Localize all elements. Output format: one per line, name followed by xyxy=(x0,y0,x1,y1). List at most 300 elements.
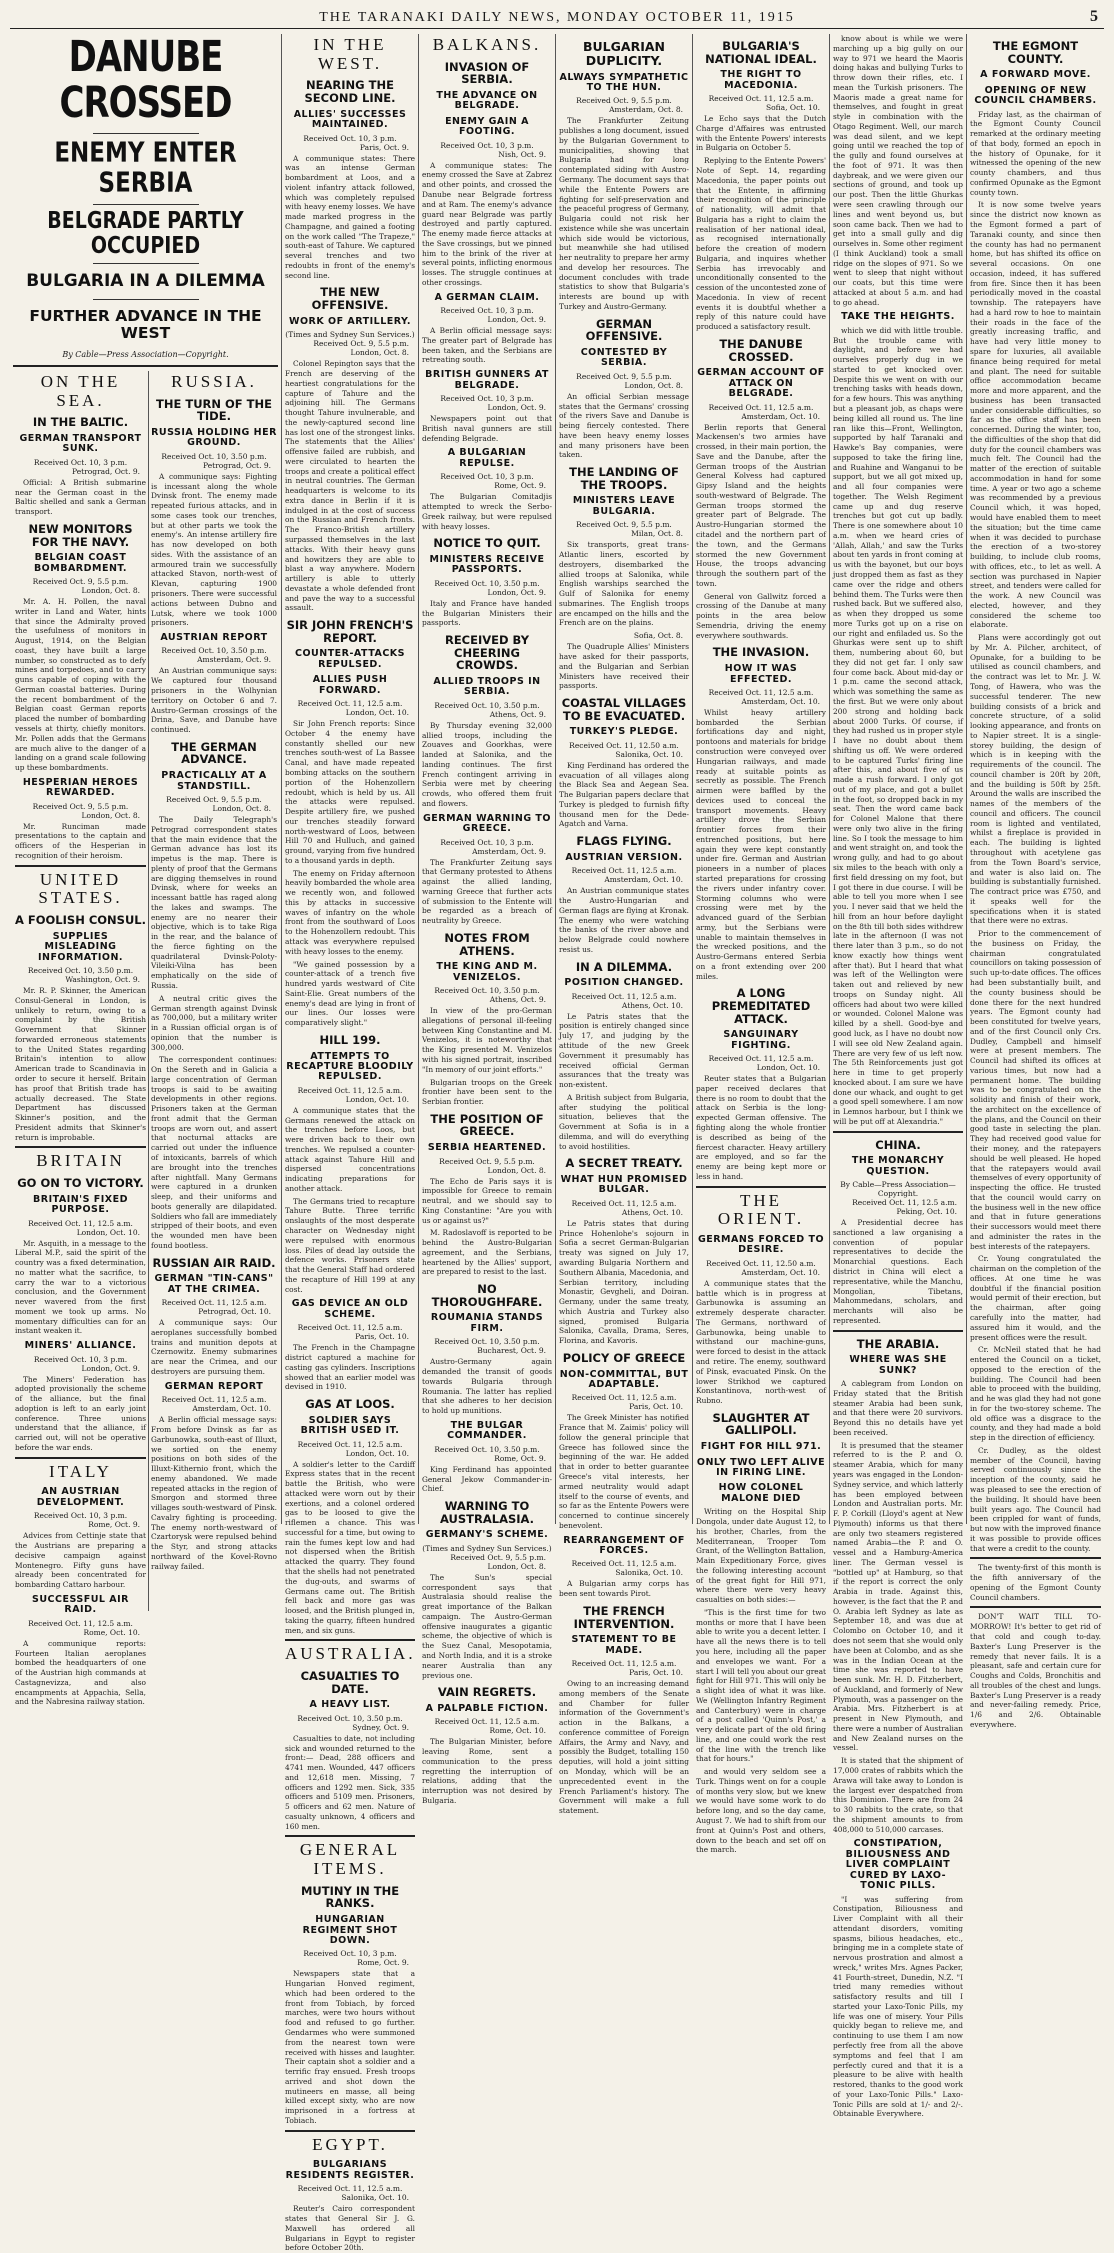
dateline: London, Oct. 8. xyxy=(81,810,140,820)
divider xyxy=(15,865,146,867)
column-7 xyxy=(967,34,1104,1729)
dateline: Milan, Oct. 8. xyxy=(631,529,683,539)
dateline: Rome, Oct. 9. xyxy=(494,481,546,491)
dateline: London, Oct. 9. xyxy=(81,1363,140,1373)
subheading: SERBIA HEARTENED. xyxy=(427,1142,547,1154)
subheading: A SECRET TREATY. xyxy=(565,1156,683,1171)
column-1-split xyxy=(13,371,278,1707)
dateline: Paris, Oct. 10. xyxy=(355,1332,409,1342)
article-paragraph: Six transports, great trans-Atlantic liners, escorted by destroyers, disembarked the allied troops at Salonika, while English warships searched the Gulf of Salonika for enemy submarines. The English troops are encamped on the hills and the French are on the plains. xyxy=(559,540,689,628)
dateline: Received Oct. 10, 3 p.m. xyxy=(303,1949,397,1959)
column-2 xyxy=(282,34,419,2253)
article-paragraph: Le Echo says that the Dutch Charge d'Affaires was entrusted with the Entente Powers' interests in Bulgaria on October 5. xyxy=(696,114,826,153)
subheading: SUCCESSFUL AIR RAID. xyxy=(31,1593,129,1616)
dateline: Rome, Oct. 9. xyxy=(88,1520,140,1530)
article-paragraph: Prior to the commencement of the business on Friday, the chairman congratulated councillors on taking possession of such up-to-date offices. The offices had been substantially built, and the county business should be done there for the next hundred years. The Egmont county had been constituted for twelve years, and of the first Council only Crs. Dudley, Campbell and himself were at present members. The Council had shifted its offices at various times, but now had a permanent home. The building was to be congratulated on the solidity and finish of their work, the architect on the excellence of the plans, and the Council on their good taste in selecting the plan. They had received good value for their money, and the ratepayers should be well pleased. He hoped that the ratepayers would avail themselves of every opportunity of inspecting the office. He trusted that the council would carry on the business well in the new office and that in future generations their successors would meet there and administer the rates in the best interests of the ratepayers. xyxy=(970,929,1101,1251)
dateline: Received Oct. 10, 3 p.m. xyxy=(440,472,534,482)
subheading: GAS DEVICE AN OLD SCHEME. xyxy=(291,1298,409,1320)
subheading: A HEAVY LIST. xyxy=(309,1699,391,1711)
column-1 xyxy=(10,32,282,1707)
divider xyxy=(15,1457,146,1459)
article-paragraph: Casualties to date, not including sick and wounded returned to the front:— Dead, 288 officers and 4741 men. Wounded, 447 officers and 12,618 men. Missing, 7 officers and 1292 men. Sick, 335 officers and 5109 men. Prisoners, 5 officers and 62 men. Nature of casualty unknown, 4 officers and 160 men. xyxy=(285,1733,415,1831)
article-paragraph: The Frankfurter Zeitung says that Germany protested to Athens against the allied landing, warning Greece that further acts of submission to the Entente will be regarded as a breach of neutrality by Greece. xyxy=(422,857,552,926)
headline-further-advance: FURTHER ADVANCE IN THE WEST xyxy=(29,306,262,342)
subheading: CHINA. xyxy=(875,1137,921,1152)
dateline: London, Oct. 10. xyxy=(345,708,409,718)
divider xyxy=(15,1146,146,1148)
subheading: NOTES FROM ATHENS. xyxy=(444,931,530,958)
article-paragraph: A communique says: Our aeroplanes successfully bombed trains and munition depots at Czernowitz. Enemy submarines are near the Crimea, and our destroyers are pursuing them. xyxy=(151,1318,277,1377)
article-paragraph: Newspapers state that a Hungarian Honved regiment, which had been ordered to the front from Tobiach, by forced marches, were two hours without food and refused to go further. Gendarmes who were summoned from the nearest town were received with hisses and laughter. Their captain shot a soldier and a terrific fray ensued. Fresh troops arrived and shot down the mutineers en masse, all being killed except sixty, who are now imprisoned in a fortress at Tobiach. xyxy=(285,1969,415,2125)
subheading: ALLIES' SUCCESSES MAINTAINED. xyxy=(293,108,407,131)
article-paragraph: The Bulgarian Minister, before leaving Rome, sent a communication to the press regretting the interruption of relations, adding that the interruption was not desired by Bulgaria. xyxy=(422,1737,552,1805)
subheading: IN A DILEMMA. xyxy=(575,959,673,974)
dateline: Received Oct. 11, 12.5 a.m. xyxy=(297,1085,403,1095)
subheading: ALLIED TROOPS IN SERBIA. xyxy=(433,676,541,698)
subheading: A FOOLISH CONSUL. xyxy=(15,913,146,928)
article-paragraph: Cr. McNeil stated that he had entered the Council on a ticket, opposed to the erection of the building. The Council had been able to proceed with the building, and he was glad they had not gone in for the two-storey scheme. The old office was a disgrace to the county, and they had made a bold step in the direction of efficiency. xyxy=(970,1345,1101,1443)
article-paragraph: The Sun's special correspondent says that Australasia should realise the great importance of the Balkan campaign. The Austro-German offensive inaugurates a gigantic scheme, the objective of which is the Suez Canal, Mesopotamia, and North India, and it is a stroke nearer Australia than any previous one. xyxy=(422,1572,552,1680)
dateline: Salonika, Oct. 10. xyxy=(615,1568,683,1578)
dateline: Paris, Oct. 10. xyxy=(629,1668,683,1678)
dateline: Received Oct. 10, 3.50 p.m. xyxy=(434,578,540,588)
subheading: CONSTIPATION, BILIOUSNESS AND LIVER COMPLAINT CURED BY LAXO-TONIC PILLS. xyxy=(845,1838,951,1892)
column-3 xyxy=(419,34,556,1805)
subheading: A LONG PREMEDITATED ATTACK. xyxy=(711,986,811,1026)
subheading: CASUALTIES TO DATE. xyxy=(300,1669,400,1696)
dateline: Received Oct. 10, 3.50 p.m. xyxy=(434,1337,540,1347)
section-heading: EGYPT. xyxy=(312,2134,388,2154)
subheading: THE DANUBE CROSSED. xyxy=(719,337,803,364)
dateline: Sofia, Oct. 10. xyxy=(766,103,820,113)
article-paragraph: Cr. Young congratulated the chairman on the completion of the offices. At one time he was doubtful if the financial position would permit of their erection, but the chairman, after going carefully into the matter, had assured him it would, and the present offices were the result. xyxy=(970,1254,1101,1342)
dateline: Petrograd, Oct. 9. xyxy=(203,460,271,470)
dateline: Received Oct. 10, 3.50 p.m. xyxy=(434,700,540,710)
article-paragraph: A Presidential decree has sanctioned a law organising a convention of popular representatives to decide the Monarchial questions. Each district in China will elect a representative, while the Manchu, Mongolian, Tibetans, Mahommedans, scholars, and merchants will also be represented. xyxy=(833,1218,963,1325)
article-paragraph: A communique states: The enemy crossed the Save at Zabrez and other points, and crossed the Danube near Belgrade fortress and at Ram. The enemy's advance guard near Belgrade was partly destroyed and partly captured. The enemy made fierce attacks at the Save crossings, but we pinned him to the brink of the river at several points, inflicting enormous losses. The struggle continues at other crossings. xyxy=(422,160,552,287)
divider xyxy=(93,263,199,264)
article-paragraph: M. Radoslavoff is reported to be behind the Austro-Bulgarian agreement, and the Serbians, heartened by the Allies' support, are prepared to resist to the last. xyxy=(422,1228,552,1277)
subheading: THE RIGHT TO MACEDONIA. xyxy=(720,69,802,91)
dateline: Received Oct. 11, 12.5 a.m. xyxy=(571,1198,677,1208)
dateline: Received Oct. 10, 3.50 p.m. xyxy=(161,451,267,461)
article-paragraph: Plans were accordingly got out by Mr. A. Pilcher, architect, of Opunake, for a building to be utilised as council chambers, and the contract was let to Mr. J. W. Tong, of Hawera, who was the successful tenderer. The new building consists of a brick and concrete structure, of a solid looking appearance, and fronts on to Napier street. It is a single-storey building, the design of which is in keeping with the requirements of the council. The council chamber is 20ft by 20ft, and the building is 50ft by 25ft. Around the walls are inscribed the names of the members of the council and officers. The council room is lighted and ventilated, whilst a fireplace is provided in each. The building is lighted throughout with acetylene gas from the Town Board's service, and water is also laid on. The building is substantially furnished. The contract price was £750, and it speaks well for the specifications when it is stated that there were no extras. xyxy=(970,633,1101,926)
divider xyxy=(696,1186,826,1188)
dateline: Received Oct. 11, 12.5 a.m. xyxy=(571,1559,677,1569)
article-paragraph: King Ferdinand has ordered the evacuation of all villages along the Black Sea and Aegean Sea. The Bulgarian papers declare that Turkey is pledged to furnish fifty thousand men for the Dede-Agatch and Varna. xyxy=(559,760,689,829)
section-heading: BRITAIN xyxy=(36,1151,125,1171)
subheading: ONLY TWO LEFT ALIVE IN FIRING LINE. xyxy=(696,1456,826,1478)
dateline: Rome, Oct. 9. xyxy=(494,1453,546,1463)
subheading: WHAT HUN PROMISED BULGAR. xyxy=(560,1174,688,1196)
dateline: Petrograd, Oct. 10. xyxy=(198,1307,271,1317)
dateline: Received Oct. 11, 12.5 a.m. xyxy=(297,699,403,709)
subheading: POLICY OF GREECE xyxy=(562,1350,686,1365)
subheading: THE ADVANCE ON BELGRADE. xyxy=(436,89,538,112)
subheading: THE NEW OFFENSIVE. xyxy=(311,285,389,313)
article-paragraph: A soldier's letter to the Cardiff Express states that in the recent battle the British, who were attacked were worn out by their exertions, and a colonel ordered gas to be loosed to give the riflemen a chance. This was successful for a time, but owing to rain the fumes kept low and had not dispersed when the British attacked the quarry. They found that the shells had not penetrated the dug-outs, and swarms of Germans came out. The British fell back and more gas was loosed, and the British plunged in, taking the quarry, fifteen hundred men, and six guns. xyxy=(285,1459,415,1635)
subheading: POSITION CHANGED. xyxy=(564,977,684,989)
dateline: Received Oct. 10, 3 p.m. xyxy=(33,1354,128,1364)
dateline: Received Oct. 11, 12.5 a.m. xyxy=(708,1054,814,1064)
subheading: HUNGARIAN REGIMENT SHOT DOWN. xyxy=(302,1914,398,1946)
article-paragraph: The enemy on Friday afternoon heavily bombarded the whole area we recently won, and followed this by attacks in successive waves of infantry on the whole front from the southward of Loos to the Hohenzollern redoubt. This attack was everywhere repulsed with heavy losses to the enemy. xyxy=(285,868,415,956)
dateline: Received Oct. 11, 12.5 a.m. xyxy=(708,402,814,412)
article-paragraph: Sir John French reports: Since October 4 the enemy have constantly shelled our new trenches south-west of La Bassee Canal, and have made repeated bombing attacks on the southern portion of the Hohenzollern redoubt, which is held by us. All the attacks were repulsed. Despite artillery fire, we pushed our trenches steadily forward north-westward of Loos, between Hill 70 and Hulluch, and gained ground, varying from five hundred to a thousand yards in depth. xyxy=(285,719,415,865)
dateline: Amsterdam, Oct. 9. xyxy=(197,655,271,665)
dateline: London, Oct. 8. xyxy=(624,380,683,390)
dateline: Received Oct. 11, 12.5 a.m. xyxy=(161,1395,267,1405)
article-paragraph: Friday last, as the chairman of the Egmont County Council remarked at the ordinary meeting of that body, formed an epoch in the history of Opunake, for it witnessed the opening of the new county chambers, and thus confirmed Opunake as the Egmont county town. xyxy=(970,109,1101,197)
dateline: London, Oct. 9. xyxy=(487,315,546,325)
subheading: MUTINY IN THE RANKS. xyxy=(300,1883,400,1911)
divider xyxy=(970,1557,1101,1559)
dateline: Bucharest, Oct. 9. xyxy=(477,1346,546,1356)
article-paragraph: In view of the pro-German allegations of personal ill-feeling between King Constantine and M. Venizelos, it is noteworthy that the King presented M. Venizelos with his signed portrait, inscribed "In memory of our joint efforts." xyxy=(422,1006,552,1074)
article-paragraph: The French in the Champagne district captured a machine for casting gas cylinders. Inscriptions showed that an earlier model was devised in 1910. xyxy=(285,1343,415,1392)
subheading: THE ARABIA. xyxy=(856,1336,940,1351)
subheading: FLAGS FLYING. xyxy=(576,834,672,849)
article-paragraph: Mr. A. H. Pollen, the naval writer in Land and Water, hints that since the Admiralty proved the usefulness of monitors in August, 1914, on the Belgian coast, they have built a large number, so constructed as to defy mines and torpedoes, and to carry guns capable of coping with the German coastal batteries. During the recent bombardment of the Belgian coast German reports placed the number of bombarding vessels at thirty, chiefly monitors. Mr. Pollen adds that the Germans are much alive to the danger of a landing on a grand scale following up these bombardments. xyxy=(15,597,146,773)
article-paragraph: An Austrian communique says: We captured four thousand prisoners in the Wolhynian territory on October 6 and 7. Austro-German crossings of the Drina, Save, and Danube have continued. xyxy=(151,666,277,735)
subheading: SOLDIER SAYS BRITISH USED IT. xyxy=(300,1414,400,1437)
subheading: GERMAN OFFENSIVE. xyxy=(585,316,663,344)
article-paragraph: Le Patris states that during Prince Hohenlohe's sojourn in Sofia a secret German-Bulgarian treaty was signed on July 17, awarding Bulgaria Northern and Southern Albania, Macedonia, and Serbian territory, including Monastir, Gevgheli, and Doiran. Germany, under the same treaty, which Austria and Turkey also signed, promised Bulgaria Salonika, Cavalla, Drama, Seres, Florina, and Kavoris. xyxy=(559,1218,689,1346)
article-paragraph: Replying to the Entente Powers' Note of Sept. 14, regarding Macedonia, the paper points out that the Entente, in affirming their recognition of the principle of nationality, will admit that Bulgaria has a right to claim the realisation of her national ideal, as recognised internationally before the creation of modern Bulgaria, and inquires whether Serbia has irrevocably and unconditionally consented to the cession of the uncontested zone of Macedonia. In view of recent events it is doubtful whether a reply of this nature could have produced a satisfactory result. xyxy=(696,156,826,332)
article-paragraph: A neutral critic gives the German strength against Dvinsk as 700,000, but a military writer in a Russian official organ is of opinion that the number is 300,000. xyxy=(151,993,277,1052)
article-paragraph: A Berlin official message says: From before Dvinsk as far as Garbunowka, south-east of Illuxt, we sortied on the enemy positions on both sides of the Illuxt-Kithernio front, which the enemy abandoned. We made repeated attacks in the region of Smorgon and stormed three villages south-westward of Pinsk. Cavalry fighting is proceeding. The enemy north-westward of Czartorysk were repulsed behind the Styr, and strong attacks northward of the Kovel-Rovno railway failed. xyxy=(151,1415,277,1571)
article-paragraph: A communique states: There was an intense German bombardment at Loos, and a violent infantry attack followed, which was completely repulsed with heavy enemy losses. We have made marked progress in the Champagne, and gained a footing on the work called "The Trapeze," south-east of Tahure. We captured several trenches and two redoubts in front of the enemy's second line. xyxy=(285,153,415,280)
article-paragraph: An official Serbian message states that the Germans' crossing of the rivers Save and Danube is being fiercely contested. There have been heavy enemy losses and many prisoners have been taken. xyxy=(559,391,689,460)
divider xyxy=(13,365,278,367)
article-paragraph: A communique states that the Germans renewed the attack on the trenches before Loos, but were driven back to their own trenches. We repulsed a counter-attack against Tahure Hill and dispersed concentrations indicating preparations for another attack. xyxy=(285,1105,415,1193)
dateline: Received Oct. 9, 5.5 p.m. xyxy=(576,520,672,530)
page-number: 5 xyxy=(1090,8,1100,25)
subheading: RECEIVED BY CHEERING CROWDS. xyxy=(444,633,530,673)
subheading: BRITISH GUNNERS AT BELGRADE. xyxy=(425,369,549,391)
article-paragraph: It is presumed that the steamer referred to is the P. and O. steamer Arabia, which for many years was engaged in the London-Sydney service, and which latterly has been employed between London and Australian ports. Mr. F. P. Corkill (Lloyd's agent at New Plymouth) informs us that there are only two steamers registered named Arabia—the P. and O. vessel and a Hamburg-America liner. The German vessel is "bottled up" at Hamburg, so that if the report is correct the only Arabia in trade. Against this, however, is the fact that the P. and O. Arabia left Sydney as late as September 18, and was due at Colombo on October 10, and it does not seem that she would only have been at Colombo, and as she was in the Indian Ocean at the time she was reported to have been sunk. Mr. H. D. Fitzherbert, of Auckland, and formerly of New Plymouth, was a passenger on the Arabia. Mrs. Fitzherbert is at present in New Plymouth, and there were a number of Australian and New Zealand nurses on the vessel. xyxy=(833,1440,963,1753)
dateline: Received Oct. 11, 12.5 a.m. xyxy=(297,1323,403,1333)
article-paragraph: Advices from Cettinje state that the Austrians are preparing a decisive campaign against Montenegro. Fifty guns have already been concentrated for bombarding Cattaro harbour. xyxy=(15,1531,146,1590)
dateline: Received Oct. 11, 12.50 a.m. xyxy=(569,740,679,750)
subheading: IN THE BALTIC. xyxy=(32,415,129,430)
dateline: Received Oct. 11, 12.5 a.m. xyxy=(708,687,814,697)
subheading: CONTESTED BY SERBIA. xyxy=(580,346,668,369)
subheading: AUSTRIAN REPORT xyxy=(160,632,268,644)
advertisement-text: DON'T WAIT TILL TO-MORROW! It's better to get rid of that cold and cough to-day. Baxter's Lung Preserver is the remedy that never fails. It is a pleasant, safe and certain cure for Coughs and Colds, Bronchitis and all troubles of the chest and lungs. Baxter's Lung Preserver is a ready and never-failing remedy. Price, 1/6 and 2/6. Obtainable everywhere. xyxy=(970,1612,1101,1729)
dateline: Received Oct. 10, 3.50 p.m. xyxy=(434,986,540,996)
dateline: Received Oct. 10, 3 p.m. xyxy=(303,133,397,143)
article-paragraph: Austro-Germany again demanded the transit of goods towards Bulgaria through Roumania. The latter has replied that she adheres to her decision to hold up munitions. xyxy=(422,1357,552,1416)
article-paragraph: Bulgarian troops on the Greek frontier have been sent to the Serbian frontier. xyxy=(422,1077,552,1107)
article-paragraph: The twenty-first of this month is the fifth anniversary of the opening of the Egmont County Council chambers. xyxy=(970,1563,1101,1602)
dateline: Received Oct. 11, 12.5 a.m. xyxy=(571,991,677,1001)
subheading: HOW COLONEL MALONE DIED xyxy=(718,1482,804,1504)
subheading: VAIN REGRETS. xyxy=(437,1685,537,1700)
dateline: Salonika, Oct. 10. xyxy=(615,749,683,759)
subheading: PRACTICALLY AT A STANDSTILL. xyxy=(161,770,267,792)
subheading: BULGARIAN DUPLICITY. xyxy=(583,39,665,68)
headline-enemy-enter: ENEMY ENTER SERBIA xyxy=(54,137,237,200)
article-paragraph: and would very seldom see a Turk. Things went on for a couple of months very slow, but we knew we would have some work to do before long, and so the day came, August 7. We had to shift from our front at Quinn's Post and others, down to the beach and set off on the march. xyxy=(696,1767,826,1855)
subheading: TURKEY'S PLEDGE. xyxy=(569,726,679,738)
subheading: AN AUSTRIAN DEVELOPMENT. xyxy=(36,1486,125,1508)
subheading: INVASION OF SERBIA. xyxy=(444,59,530,87)
article-paragraph: The Frankfurter Zeitung publishes a long document, issued by the Bulgarian Government to municipalities, showing that Bulgaria had for long contemplated siding with Austro-Germany. The document says that while the Entente Powers are fighting for self-preservation and the peaceful progress of Germany, Bulgaria could not risk her existence while she was uncertain which side would be victorious, but meanwhile she had utilised her neutrality to prepare her army and develop her resources. The document concludes with trade statistics to show that Bulgaria's interests are bound up with Turkey and Austro-Germany. xyxy=(559,116,689,311)
article-paragraph: Reuter states that a Bulgarian paper received declares that there is no room to doubt that the attack on Serbia is the long-expected German offensive. The fighting along the whole frontier is described as being of the fiercest character. Heavy artillery are employed, and so far the enemy are being kept more or less in hand. xyxy=(696,1074,826,1181)
article-paragraph: The Greek Minister has notified France that M. Zaimis' policy will follow the general principle that Greece has followed since the beginning of the war. He added that in order to better guarantee Greece's vital interests, her armed neutrality would adapt itself to the course of events, and so far as the Entente Powers were concerned to continue sincerely benevolent. xyxy=(559,1413,689,1530)
subheading: A BULGARIAN REPULSE. xyxy=(447,447,527,469)
article-paragraph: The Quadruple Allies' Ministers have asked for their passports, and the Bulgarian and Serbian Ministers have received their passports. xyxy=(559,642,689,691)
dateline: (Times and Sydney Sun Services.) xyxy=(422,1543,552,1553)
subheading: SUPPLIES MISLEADING INFORMATION. xyxy=(37,930,124,963)
dateline: Salonika, Oct. 10. xyxy=(341,2193,409,2203)
subheading: MINISTERS RECEIVE PASSPORTS. xyxy=(429,553,545,576)
dateline: Athens, Oct. 10. xyxy=(621,1207,683,1217)
subheading: THE EGMONT COUNTY. xyxy=(992,39,1079,66)
article-paragraph: A Berlin official message says: The greater part of Belgrade has been taken, and the Serbians are retreating south. xyxy=(422,326,552,365)
subheading: STATEMENT TO BE MADE. xyxy=(571,1634,677,1656)
article-paragraph: The Bulgarian Comitadjis attempted to wreck the Serbo-Greek railway, but were repulsed with heavy losses. xyxy=(422,492,552,531)
subheading: FIGHT FOR HILL 971. xyxy=(700,1441,822,1453)
subheading: THE INVASION. xyxy=(712,645,810,660)
subheading: THE GERMAN ADVANCE. xyxy=(171,739,257,767)
dateline: Sydney, Oct. 9. xyxy=(352,1722,409,1732)
dateline: Received Oct. 10, 3 p.m. xyxy=(440,140,534,150)
article-paragraph: which we did with little trouble. But the trouble came with daylight, and before we had ourselves properly dug in we started to get knocked over. Despite this we went on with our trenching tasks with heads down, for a few hours. This was anything but a pleasant job, as chaps were being killed all round us. The line ran like this—Front, Wellington, supported by half Taranaki and Hawke's Bay companies, were supposed to take the firing line, and Ruahine and Wanganui to be support, but we all got mixed up, and all four companies were together. The Welsh Regiment came up and dug reserve trenches but got cut up badly. There is one somewhere about 10 a.m. when we heard cries of 'Allah, Allah,' and saw the Turks about ten yards in front coming at us with the bayonet, but our boys just dropped them as fast as they came over the ridge and others behind them. The Turks were then rushed back. But we suffered also, as when they dropped us some more Turks got up on a rise on our right and enfiladed us. So the Ghurkas were sent up to shift them, numbering about 60, but they did not get far. I only saw four come back. About mid-day or 1 p.m. came the second attack, which was something the same as the first. But we were only about 200 strong and holding back about 2000 Turks. Of course, if they had rushed us in proper style I have no doubt about them shifting us off. We were ordered to be captured Turks' firing line after this, and about five of us made a rush forward. I only got out of my place, and got a bullet in the foot, so dropped back in my seat. Then the word came back for Colonel Malone that there were only two alive in the firing line. So I took the message to him and went straight on, and took the wrong gully, and had to go about six miles to the beach with only a first field dressing on my foot, but I got there in due course. I will be able to tell you more when I see you. I never said that we held the hill from an hour before daylight on the 8th till both sides withdrew late in the afternoon (I was not there later than 3 p.m., so do not know exactly how things went after that). But I heard that what was left of the Wellington were taken out and relieved by new troops on Sunday night. All officers had about two were killed or wounded. Colonel Malone was killed by a shell. Good-bye and good luck, as I have no doubt now I will see old New Zealand again. There are very few of us left now. The 5th Reinforcements just got here in time to get properly knocked about. I am sure we have done our whack, and ought to get a good spell somewhere. I am now in Lemnos harbour, but I think we will be put off at Alexandria." xyxy=(833,325,963,1126)
subheading: OPENING OF NEW COUNCIL CHAMBERS. xyxy=(974,84,1097,107)
article-paragraph: A Bulgarian army corps has been sent towards Pirot. xyxy=(559,1579,689,1599)
dateline: London, Oct. 8. xyxy=(81,586,140,596)
dateline: Athens, Oct. 9. xyxy=(489,709,546,719)
dateline: London, Oct. 10. xyxy=(756,1063,820,1073)
section-heading: IN THE WEST. xyxy=(313,35,387,73)
dateline: Amsterdam, Oct. 10. xyxy=(741,696,820,706)
dateline: Received Oct. 11, 12.5 a.m. xyxy=(28,1218,133,1228)
column-4 xyxy=(556,34,693,1816)
subheading: BELGIAN COAST BOMBARDMENT. xyxy=(33,552,128,574)
subheading: GERMANS FORCED TO DESIRE. xyxy=(697,1233,825,1256)
subheading: RUSSIA HOLDING HER GROUND. xyxy=(151,426,277,449)
article-paragraph: Reuter's Cairo correspondent states that General Sir J. G. Maxwell has ordered all Bulgarians in Egypt to register before October 20th. xyxy=(285,2204,415,2253)
subheading: BRITAIN'S FIXED PURPOSE. xyxy=(33,1193,128,1216)
subheading: NEW MONITORS FOR THE NAVY. xyxy=(28,521,133,549)
dateline: Received Oct. 10, 3 p.m. xyxy=(440,837,534,847)
subheading: GERMAN "TIN-CANS" AT THE CRIMEA. xyxy=(154,1273,274,1295)
subheading: THE LANDING OF THE TROOPS. xyxy=(569,465,679,492)
subheading: ROUMANIA STANDS FIRM. xyxy=(430,1312,544,1334)
dateline: Paris, Oct. 10. xyxy=(629,1402,683,1412)
subheading: THE POSITION OF GREECE. xyxy=(430,1111,544,1139)
divider xyxy=(285,2130,415,2132)
dateline: Amsterdam, Oct. 9. xyxy=(472,846,546,856)
dateline: Received Oct. 11, 12.5 a.m. xyxy=(708,94,814,104)
article-paragraph: The Echo de Paris says it is impossible for Greece to remain neutral, and we should say to King Constantine: "Are you with us or against us?" xyxy=(422,1176,552,1225)
subheading: TAKE THE HEIGHTS. xyxy=(841,311,955,323)
dateline: Received Oct. 10, 3.50 p.m. xyxy=(161,646,267,656)
subheading: GERMANY'S SCHEME. xyxy=(425,1529,549,1541)
article-paragraph: Colonel Repington says that the French are deserving of the heartiest congratulations for the capture of Tahure and the adjoining hill. The Germans thought Tahure invulnerable, and the newly-captured second line has lost one of the strongest links. The statements that the Allies' offensive failed are rubbish, and were circulated to hearten the troops and create a political effect in neutral countries. The German headquarters is welcome to its extra dance in Berlin if it is indulged in at the cost of success on the Russian and French fronts. The Franco-British artillery surpassed themselves in the last attacks. With their heavy guns and howitzers they are able to blast a way anywhere. Modern artillery is able to utterly devastate a whole defended front and pave the way to a successful assault. xyxy=(285,359,415,613)
article-paragraph: Italy and France have handed the Bulgarian Ministers their passports. xyxy=(422,598,552,628)
dateline: Nish, Oct. 9. xyxy=(498,149,546,159)
section-heading: UNITED STATES. xyxy=(38,869,123,908)
subheading: NEARING THE SECOND LINE. xyxy=(304,78,396,106)
subheading: COASTAL VILLAGES TO BE EVACUATED. xyxy=(561,696,687,723)
subheading: THE BULGAR COMMANDER. xyxy=(447,1419,527,1442)
subheading: WORK OF ARTILLERY. xyxy=(289,315,411,327)
subheading: RUSSIAN AIR RAID. xyxy=(152,1255,276,1270)
dateline: Received Oct. 11, 12.5 a.m. xyxy=(297,1439,403,1449)
section-heading: AUSTRALIA. xyxy=(285,1644,416,1664)
article-paragraph: Whilst heavy artillery bombarded the Serbian fortifications day and night, pontoons and materials for bridge construction were conveyed over Hungarian railways, and made ready at suitable points as secretly as possible. The French airmen were baffled by the devices used to conceal the transport movements. Heavy artillery drove the Serbian frontier forces from their entrenched positions, but here again they were kept constantly under fire. German and Austrian pioneers in a number of places started preparations for crossing the rivers under infantry cover. Storming columns who were crossing were met by the advanced guard of the Serbian army, but the Serbians were unable to maintain themselves in the wrecked positions, and the Austro-Germans entered Serbia on a front extending over 200 miles. xyxy=(696,707,826,981)
dateline: By Cable—Press Association—Copyright. xyxy=(840,1180,956,1199)
masthead xyxy=(10,8,1104,29)
subheading: SANGUINARY FIGHTING. xyxy=(723,1029,799,1051)
columns xyxy=(10,32,1104,2253)
subheading: THE MONARCHY QUESTION. xyxy=(851,1155,945,1177)
article-paragraph: Mr. Asquith, in a message to the Liberal M.P., said the spirit of the country was a fixed determination, no matter what the sacrifice, to carry the war to a victorious conclusion, and the Government never wavered from the first moment we took up arms. No momentary difficulties can for an instant weaken it. xyxy=(15,1238,146,1336)
dateline: London, Oct. 10. xyxy=(345,1094,409,1104)
byline: By Cable—Press Association—Copyright. xyxy=(62,349,229,359)
article-paragraph: Writing on the Hospital Ship Dongola, under date August 12, to his brother, Charles, from the Mediterranean, Trooper Tom Grant, of the Wellington Battalion, Main Expeditionary Force, gives the following interesting account of the great fight for Hill 971, where there were very heavy casualties on both sides:— xyxy=(696,1507,826,1605)
divider xyxy=(93,133,199,134)
dateline: Rome, Oct. 9. xyxy=(357,1958,409,1968)
dateline: Washington, Oct. 9. xyxy=(65,975,140,985)
subheading: BULGARIANS RESIDENTS REGISTER. xyxy=(285,2159,415,2181)
subheading: A PALPABLE FICTION. xyxy=(425,1702,549,1714)
dateline: Received Oct. 9, 5.5 p.m. London, Oct. 8. xyxy=(450,1552,546,1571)
subheading: NON-COMMITTAL, BUT ADAPTABLE. xyxy=(559,1368,689,1390)
subheading: WHERE WAS SHE SUNK? xyxy=(849,1354,947,1376)
section-heading: GENERAL ITEMS. xyxy=(299,1840,401,1879)
subheading: GERMAN ACCOUNT OF ATTACK ON BELGRADE. xyxy=(697,367,825,400)
article-paragraph: The Germans tried to recapture Tahure Butte. Three terrific onslaughts of the most desperate character on Wednesday night were repulsed with enormous loss. Piles of dead lay outside the defence works. Prisoners state that the General Staff had ordered the recapture of Hill 199 at any cost. xyxy=(285,1196,415,1294)
dateline: (Times and Sydney Sun Services.) xyxy=(285,330,415,340)
dateline: Received Oct. 10, 3 p.m. xyxy=(33,1511,128,1521)
subheading: MINERS' ALLIANCE. xyxy=(24,1340,137,1352)
dateline: Rome, Oct. 10. xyxy=(83,1627,140,1637)
subheading: HOW IT WAS EFFECTED. xyxy=(724,663,798,685)
subheading: GERMAN WARNING TO GREECE. xyxy=(423,812,551,835)
article-paragraph: "This is the first time for two months or more that I have been able to write you a decent letter. I have all the news there is to tell you here, including all the paper and envelopes we want. For a start I will tell you about our great fight for Hill 971. This will only be a slight idea of what it was like. We (Wellington Infantry Regiment and Canterbury) were in charge of a post called 'Quinn's Post,' a very delicate part of the old firing line, and one could work the rest of the line with the trench like that for hours." xyxy=(696,1607,826,1764)
subheading: A GERMAN CLAIM. xyxy=(434,291,540,303)
dateline: London, Oct. 8. xyxy=(487,1165,546,1175)
article-paragraph: The correspondent continues: On the Sereth and in Galicia a large concentration of German troops is said to be awaiting developments in other regions. Prisoners taken at the German front admit that the German troops are worn out, and assert that nocturnal attacks are carried out under the influence of intoxicants, barrels of which are brought into the trenches after nightfall. Many Germans were captured in a drunken sleep, and their uniforms and boots generally are dilapidated. Soldiers who fall are immediately stripped of their boots, and even the wounded men have been found bootless. xyxy=(151,1055,277,1250)
section-heading: ON THE SEA. xyxy=(40,371,121,410)
subheading: GERMAN TRANSPORT SUNK. xyxy=(19,432,142,455)
dateline: Received Oct. 10, 3.50 p.m. xyxy=(297,1713,403,1723)
dateline: Received Oct. 11, 12.5 a.m. xyxy=(161,1298,267,1308)
dateline: Athens, Oct. 10. xyxy=(621,1000,683,1010)
dateline: London, Oct. 9. xyxy=(487,587,546,597)
subheading: NOTICE TO QUIT. xyxy=(433,536,541,551)
article-paragraph: Le Patris states that the position is entirely changed since July 17, and judging by the attitude of the new Greek Government it presumably has received official German assurances that the treaty was non-existent. xyxy=(559,1011,689,1090)
subheading: GO ON TO VICTORY. xyxy=(17,1176,144,1191)
subheading: THE TURN OF THE TIDE. xyxy=(156,396,272,424)
divider xyxy=(970,1606,1101,1608)
dateline: Received Oct. 11, 12.5 a.m. xyxy=(571,1659,677,1669)
article-paragraph: A communique says: Fighting is incessant along the whole Dvinsk front. The enemy made repeated furious attacks, and in some cases took our trenches, but at other parts we took the enemy's. An intense artillery fire has now developed on both sides. With the assistance of an armoured train we successfully attacked Stavon, north-west of Klevan, capturing 1900 prisoners. There were successful actions between Dubno and Lutsk, where we took 1000 prisoners. xyxy=(151,471,277,628)
column-5 xyxy=(693,34,830,1855)
divider xyxy=(285,1639,415,1641)
article-paragraph: A cablegram from London on Friday stated that the British steamer Arabia had been sunk, and that there were 20 survivors. Beyond this no details have yet been received. xyxy=(833,1379,963,1437)
dateline: Received Oct. 11, 12.5 a.m. xyxy=(297,2184,403,2194)
article-paragraph: Newspapers point out that British naval gunners are still defending Belgrade. xyxy=(422,414,552,443)
section-heading: THE ORIENT. xyxy=(717,1190,805,1229)
subheading: ALWAYS SYMPATHETIC TO THE HUN. xyxy=(559,71,689,93)
subheading: THE FRENCH INTERVENTION. xyxy=(573,1603,675,1631)
dateline: London, Oct. 9. xyxy=(487,403,546,413)
dateline: Received Oct. 10, 3 p.m. xyxy=(33,457,128,467)
dateline: Athens, Oct. 9. xyxy=(489,995,546,1005)
subheading: NO THOROUGHFARE. xyxy=(431,1282,543,1309)
article-paragraph: "We gained possession by a counter-attack of a trench five hundred yards westward of Cite Saint-Elie. Great numbers of the enemy's dead are lying in front of our lines. Our losses were comparatively slight." xyxy=(285,959,415,1028)
headline-belgrade: BELGRADE PARTLY OCCUPIED xyxy=(47,207,244,260)
article-paragraph: King Ferdinand has appointed General Jekow Commander-in-Chief. xyxy=(422,1464,552,1494)
article-paragraph: A British subject from Bulgaria, after studying the political situation, believes that the Government at Sofia is in a dilemma, and will do everything to avoid hostilities. xyxy=(559,1092,689,1151)
dateline: Received Oct. 9, 5.5 p.m. xyxy=(166,794,262,804)
subheading: A FORWARD MOVE. xyxy=(980,69,1091,81)
dateline: Received Oct. 11, 12.5 a.m. Peking, Oct. 10. xyxy=(852,1198,957,1217)
article-paragraph: Official: A British submarine near the German coast in the Baltic shelled and sank a German transport. xyxy=(15,477,146,517)
subheading: SLAUGHTER AT GALLIPOLI. xyxy=(712,1410,810,1438)
dateline: Amsterdam, Oct. 8. xyxy=(609,105,683,115)
subheading: COUNTER-ATTACKS REPULSED. xyxy=(294,648,406,670)
dateline: Received Oct. 9, 5.5 p.m. London, Oct. 8. xyxy=(313,339,409,358)
subheading: MINISTERS LEAVE BULGARIA. xyxy=(572,495,676,517)
section-heading: BALKANS. xyxy=(432,35,542,54)
subheading: HESPERIAN HEROES REWARDED. xyxy=(22,776,139,799)
dateline: London, Oct. 8. xyxy=(212,803,271,813)
masthead-title: THE TARANAKI DAILY NEWS, MONDAY OCTOBER 11, 1915 xyxy=(319,10,795,25)
dateline: Paris, Oct. 9. xyxy=(359,142,409,152)
subheading: GAS AT LOOS. xyxy=(305,1397,395,1412)
dateline: London, Oct. 10. xyxy=(345,1448,409,1458)
article-paragraph: It is now some twelve years since the district now known as the Egmont formed a part of Taranaki county, and since then the county has had no permanent home, but has shifted its office on several occasions. On one occasion, indeed, it has suffered from fire. Since then it has been periodically moved in the coastal township. The ratepayers have had a hard row to hoe to maintain their roads in the face of the greatly increasing traffic, and have had very little money to spare for luxuries, all available finance being required for metal and plant. The need for suitable office accommodation became more and more apparent, and the business has been transacted under considerable difficulties, so far as the office staff has been concerned. During the winter, too, the difficulties of the shop that did duty for the council chambers was much felt. The Council had the matter of the erection of suitable accommodation in hand for some time. A year or two ago a scheme was recommended by a previous Council which, it was hoped, would have enabled them to meet the situation; but the time came when it was decided to purchase the erection of a two-storey building, to include club rooms, with offices, etc., to let as well. A section was purchased in Napier street, and tenders were called for the work. A new Council was elected, however, and they considered the scheme too elaborate. xyxy=(970,200,1101,630)
column-6 xyxy=(830,34,967,2119)
subheading: ATTEMPTS TO RECAPTURE BLOODILY REPULSED. xyxy=(286,1050,414,1083)
dateline: London, Oct. 10. xyxy=(76,1227,140,1237)
headline-danube: DANUBE CROSSED xyxy=(59,32,232,129)
article-paragraph: Owing to an increasing demand among members of the Senate and Chamber for fuller information of the Government's action in the Balkans, a conference committee of Foreign Affairs, the Army and Navy, and possibly the Budget, totalling 150 deputies, will hold a joint sitting on Monday, which will be an unprecedented event in the French Parliament's history. The Government will make a full statement. xyxy=(559,1679,689,1816)
dateline: Received Oct. 11, 12.5 a.m. xyxy=(434,1717,540,1727)
dateline: Received Oct. 11, 12.5 a.m. xyxy=(571,866,677,876)
article-paragraph: Berlin reports that General Mackensen's two armies have crossed, in their main portion, the Save and the Danube, after the German troops of the Austrian General Kolvess had captured Gipsy Island and the heights south-westward of Belgrade. The German troops stormed the greater part of Belgrade. The Austro-Hungarian stormed the citadel and the northern part of the town, and the Germans stormed the new Government House, the troops advancing through the southern part of the town. xyxy=(696,422,826,588)
dateline: Sofia, Oct. 8. xyxy=(633,631,683,641)
section-heading: RUSSIA. xyxy=(171,371,257,391)
column-1b xyxy=(149,371,279,1611)
article-paragraph: The Daily Telegraph's Petrograd correspondent states that the main evidence that the German advance has lost its impetus is the map. There is plenty of proof that the Germans are digging themselves in round Dvinsk, where for weeks an incessant battle has raged along the lakes and swamps. The enemy are no nearer their objective, which is to take Riga in the rear, and the balance of the fierce fighting on the quadrilateral Dvinsk-Poloty-Vileiki-Vilna has been emphatically on the side of Russia. xyxy=(151,814,277,990)
dateline: Received Oct. 9, 5.5 p.m. xyxy=(439,1156,535,1166)
dateline: Petrograd, Oct. 9. xyxy=(72,466,140,476)
article-paragraph: General von Gallwitz forced a crossing of the Danube at many points in the area below Semendria, driving the enemy everywhere southwards. xyxy=(696,591,826,640)
dateline: Rome, Oct. 10. xyxy=(489,1726,546,1736)
article-paragraph: Mr. Runciman made presentations to the captain and officers of the Hesperian in recognition of their heroism. xyxy=(15,821,146,860)
dateline: Received Oct. 9, 5.5 p.m. xyxy=(32,577,129,587)
column-1a xyxy=(13,371,149,1707)
dateline: Amsterdam, Oct. 10. xyxy=(741,1267,820,1277)
article-paragraph: The Miners' Federation has adopted provisionally the scheme of the alliance, but the final adoption is left to an early joint conference. Three unions understand that the alliance, if carried out, will not be operative before the war ends. xyxy=(15,1374,146,1452)
section-heading: ITALY xyxy=(49,1461,112,1481)
subheading: ALLIES PUSH FORWARD. xyxy=(312,674,388,696)
article-paragraph: An Austrian communique states the Austro-Hungarian and German flags are flying at Kronak. The enemy who were watching the banks of the river above and below Belgrade could nowhere resist us. xyxy=(559,886,689,954)
divider xyxy=(93,204,199,205)
dateline: Amsterdam, Oct. 10. xyxy=(604,875,683,885)
article-paragraph: know about is while we were marching up a big gully on our way to 971 we heard the Maoris doing hakas and bullying Turks to throw down their rifles, etc. I mean the Turkish prisoners. The Maoris made a great name for themselves, and fought in great style in combination with the Otago Regiment. Well, our march was dead silent, and we kept going until we reached the top of the gully and found ourselves at the foot of 971. It was then daybreak, and we were given our sections of ground, and took up our post. Then the little Ghurkas were seen crawling through our lines and went beyond us, but soon came back. Then we had to get into a small gully and dig ourselves in. Some other regiment (I think Auckland) took a small ridge on the slopes of 971. So we went to sleep that night without our coats, but this time were attacked at about 5 a.m. and had to go ahead. xyxy=(833,34,963,307)
subheading: HILL 199. xyxy=(319,1032,381,1047)
dateline: Received Oct. 11, 12.50 a.m. xyxy=(706,1258,816,1268)
dateline: Received Oct. 9, 5.5 p.m. xyxy=(576,96,672,106)
